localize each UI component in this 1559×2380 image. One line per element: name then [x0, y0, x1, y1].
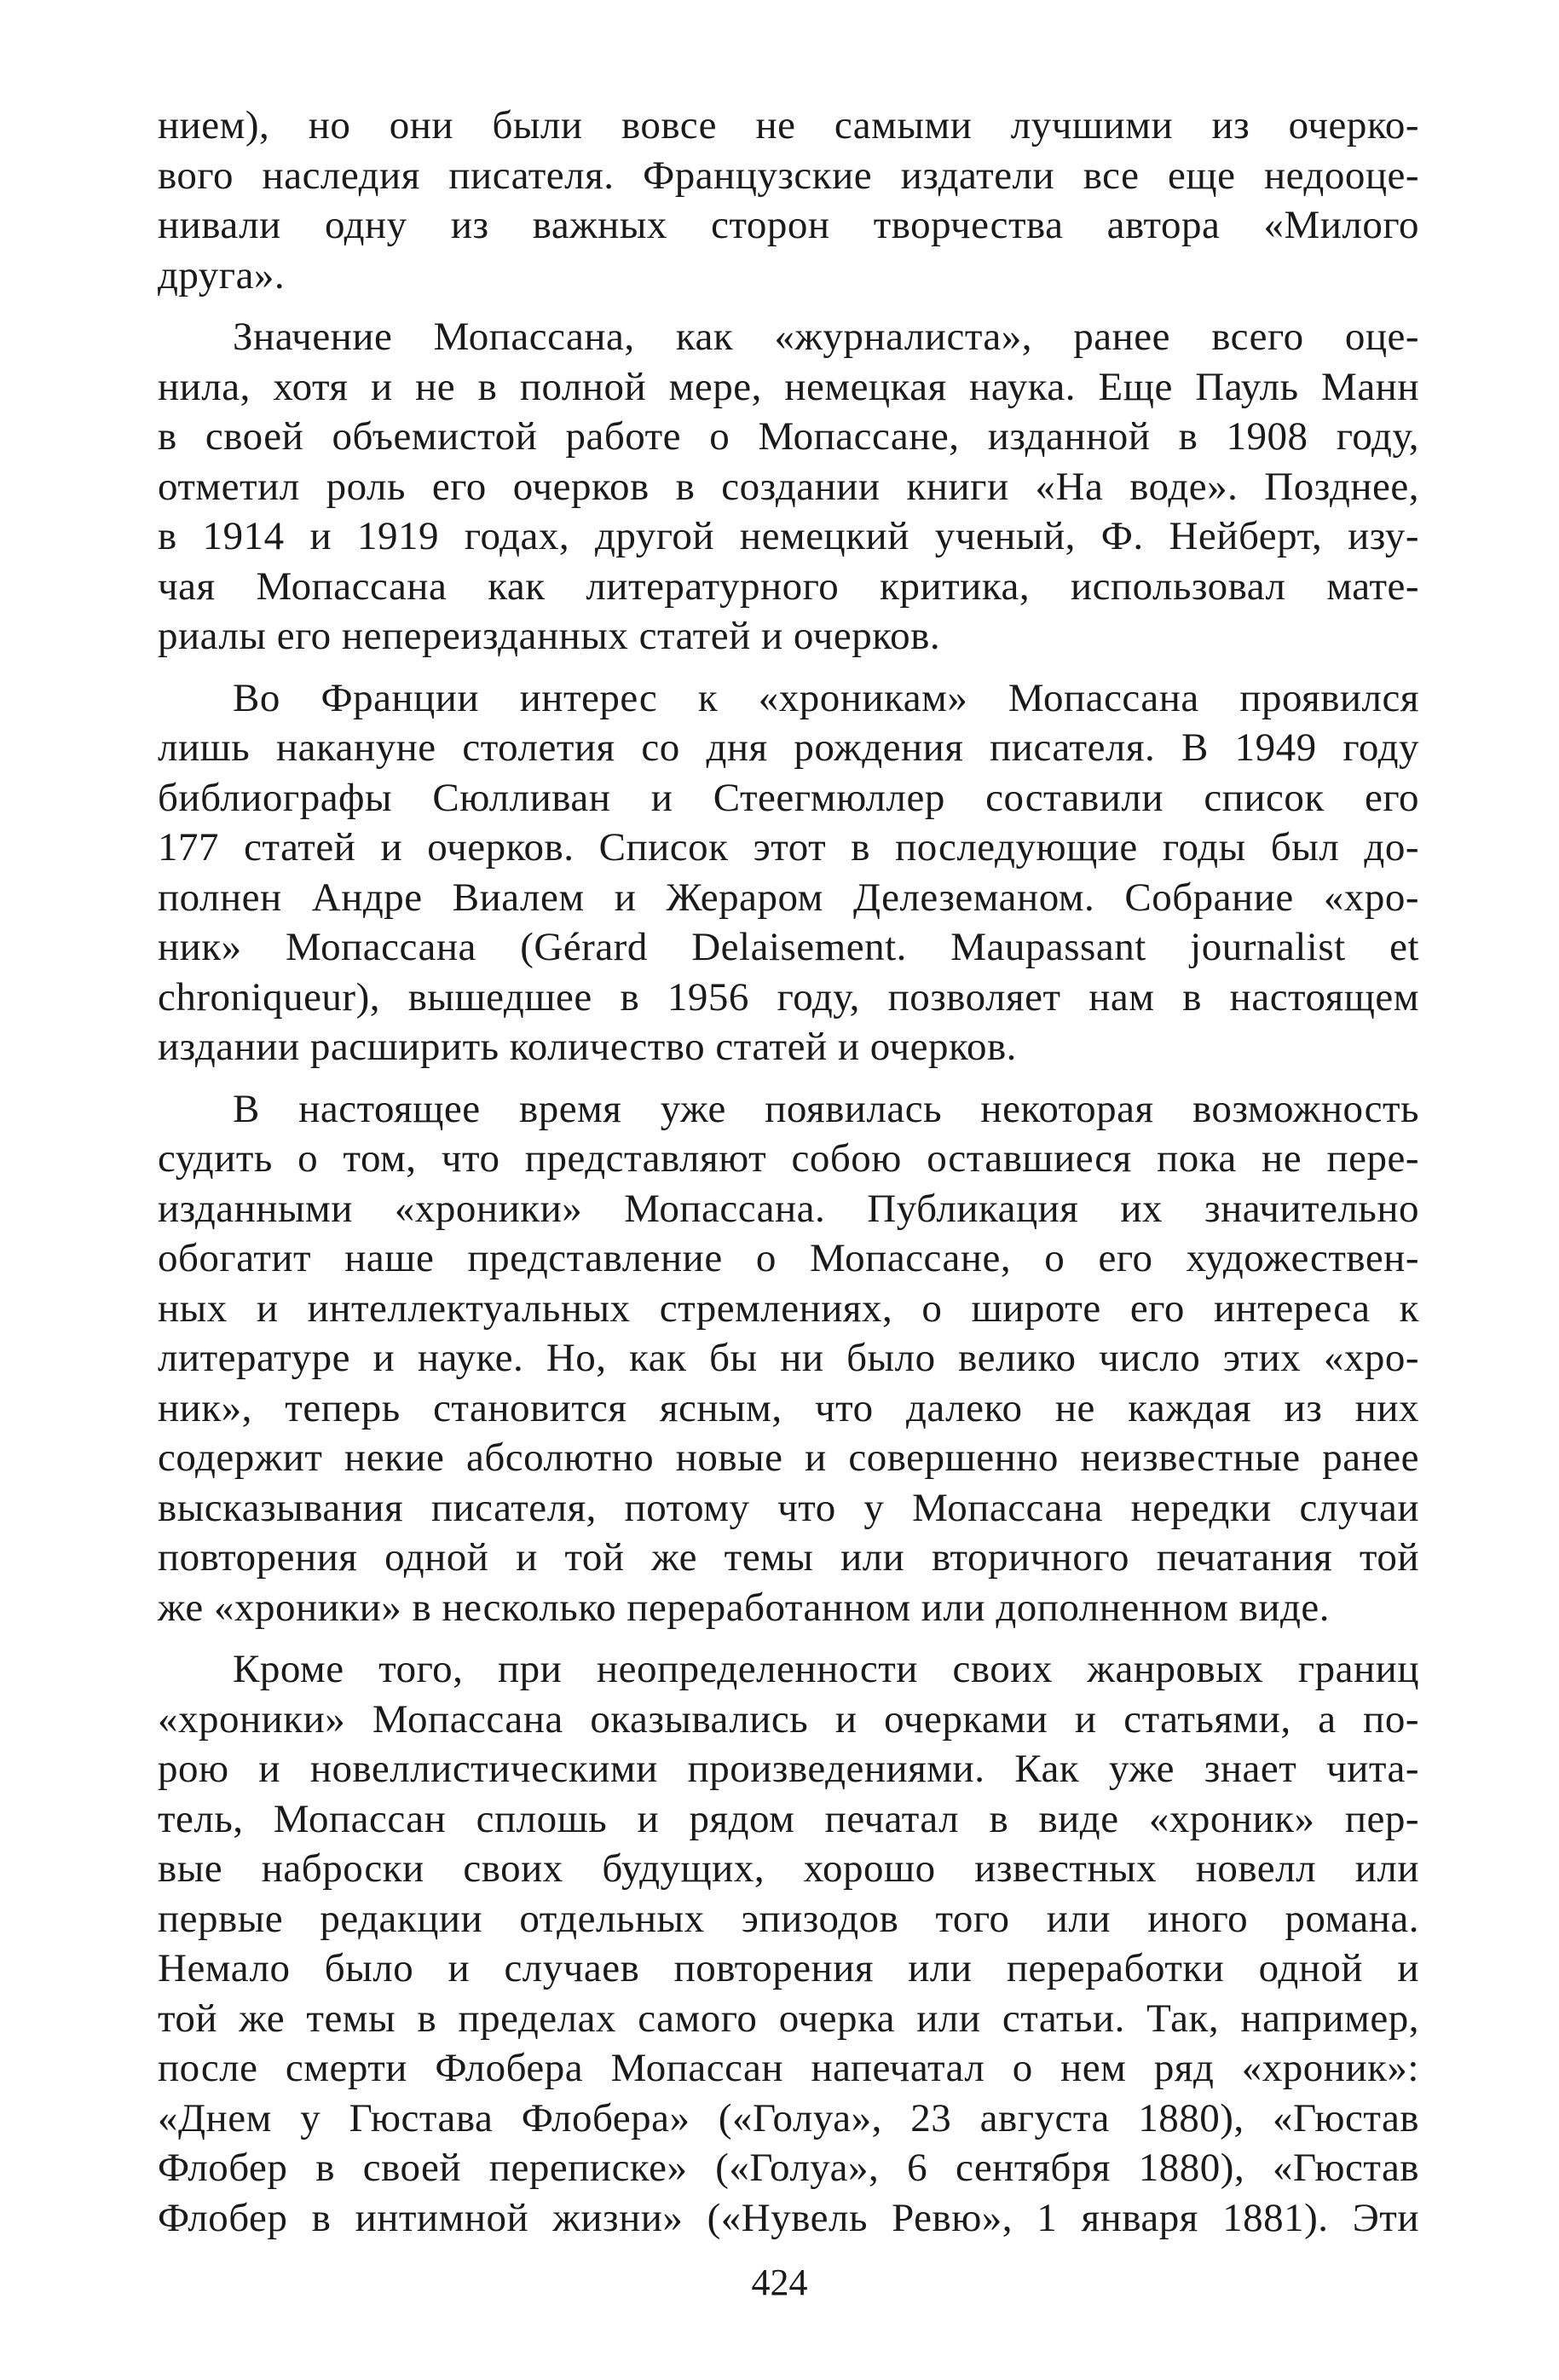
text-line: chroniqueur), вышедшее в 1956 году, позволяет нам в настоящем: [158, 974, 1419, 1020]
text-line: после смерти Флобера Мопассан напечатал о нем ряд «хроник»:: [158, 2046, 1419, 2090]
text-line: друга».: [158, 252, 286, 298]
paragraph: [158, 673, 1419, 1072]
text-line: вого наследия писателя. Французские издатели все еще недооце-: [158, 153, 1419, 198]
text-line: Кроме того, при неопределенности своих жанровых границ: [233, 1647, 1419, 1691]
text-line: той же темы в пределах самого очерка или статьи. Так, например,: [158, 1996, 1419, 2041]
text-line: риалы его непереизданных статей и очерков.: [158, 614, 941, 658]
text-line: изданными «хроники» Мопассана. Публикация их значительно: [158, 1186, 1419, 1231]
text-line: Во Франции интерес к «хроникам» Мопассана проявился: [233, 675, 1419, 720]
text-line: литературе и науке. Но, как бы ни было велико число этих «хро-: [158, 1336, 1419, 1380]
text-line: полнен Андре Виалем и Жераром Делеземаном. Собрание «хро-: [158, 875, 1419, 920]
text-line: нивали одну из важных сторон творчества автора «Милого: [158, 203, 1419, 247]
text-line: в 1914 и 1919 годах, другой немецкий ученый, Ф. Нейберт, изу-: [158, 514, 1419, 558]
text-line: Флобер в интимной жизни» («Нувель Ревю», 1 января 1881). Эти: [158, 2195, 1419, 2240]
text-line: же «хроники» в несколько переработанном или дополненном виде.: [158, 1585, 1331, 1630]
text-line: повторения одной и той же темы или вторичного печатания той: [158, 1535, 1419, 1580]
text-line: ных и интеллектуальных стремлениях, о широте его интереса к: [158, 1285, 1419, 1331]
text-line: первые редакции отдельных эпизодов того или иного романа.: [158, 1896, 1419, 1941]
text-line: чая Мопассана как литературного критика, использовал мате-: [158, 563, 1419, 609]
text-line: ник» Мопассана (Gérard Delaisement. Maupassant journalist et: [158, 925, 1419, 969]
text-line: Флобер в своей переписке» («Голуа», 6 сентября 1880), «Гюстав: [158, 2146, 1419, 2190]
text-line: рою и новеллистическими произведениями. Как уже знает чита-: [158, 1747, 1419, 1791]
text-line: «хроники» Мопассана оказывались и очерками и статьями, а по-: [158, 1696, 1419, 1742]
text-line: нила, хотя и не в полной мере, немецкая наука. Еще Пауль Манн: [158, 364, 1419, 409]
text-line: Значение Мопассана, как «журналиста», ранее всего оце-: [233, 315, 1419, 359]
text-line: Немало было и случаев повторения или переработки одной и: [158, 1946, 1419, 1990]
text-line: ник», теперь становится ясным, что далеко не каждая из них: [158, 1385, 1419, 1430]
text-line: «Днем у Гюстава Флобера» («Голуа», 23 августа 1880), «Гюстав: [158, 2095, 1419, 2140]
text-line: В настоящее время уже появилась некоторая возможность: [233, 1086, 1419, 1131]
text-line: судить о том, что представляют собою оставшиеся пока не пере-: [158, 1136, 1419, 1181]
text-body: [158, 101, 1419, 2243]
text-line: содержит некие абсолютно новые и совершенно неизвестные ранее: [158, 1436, 1419, 1480]
text-line: обогатит наше представление о Мопассане, о его художествен-: [158, 1236, 1419, 1280]
text-line: в своей объемистой работе о Мопассане, изданной в 1908 году,: [158, 414, 1419, 459]
text-line: лишь накануне столетия со дня рождения писателя. В 1949 году: [158, 725, 1419, 770]
page-number: 424: [751, 2262, 808, 2303]
paragraph: [158, 1084, 1419, 1633]
text-line: отметил роль его очерков в создании книги «На воде». Позднее,: [158, 464, 1419, 509]
paragraph: [158, 1644, 1419, 2243]
text-line: нием), но они были вовсе не самыми лучшими из очерко-: [158, 103, 1419, 147]
text-line: 177 статей и очерков. Список этот в последующие годы был до-: [158, 825, 1419, 869]
text-line: вые наброски своих будущих, хорошо известных новелл или: [158, 1846, 1419, 1891]
paragraph: [158, 312, 1419, 661]
text-line: высказывания писателя, потому что у Мопассана нередки случаи: [158, 1485, 1419, 1530]
text-line: библиографы Сюлливан и Стеегмюллер составили список его: [158, 775, 1419, 820]
text-line: тель, Мопассан сплошь и рядом печатал в виде «хроник» пер-: [158, 1796, 1419, 1841]
paragraph: [158, 101, 1419, 300]
text-line: издании расширить количество статей и очерков.: [158, 1025, 1017, 1069]
